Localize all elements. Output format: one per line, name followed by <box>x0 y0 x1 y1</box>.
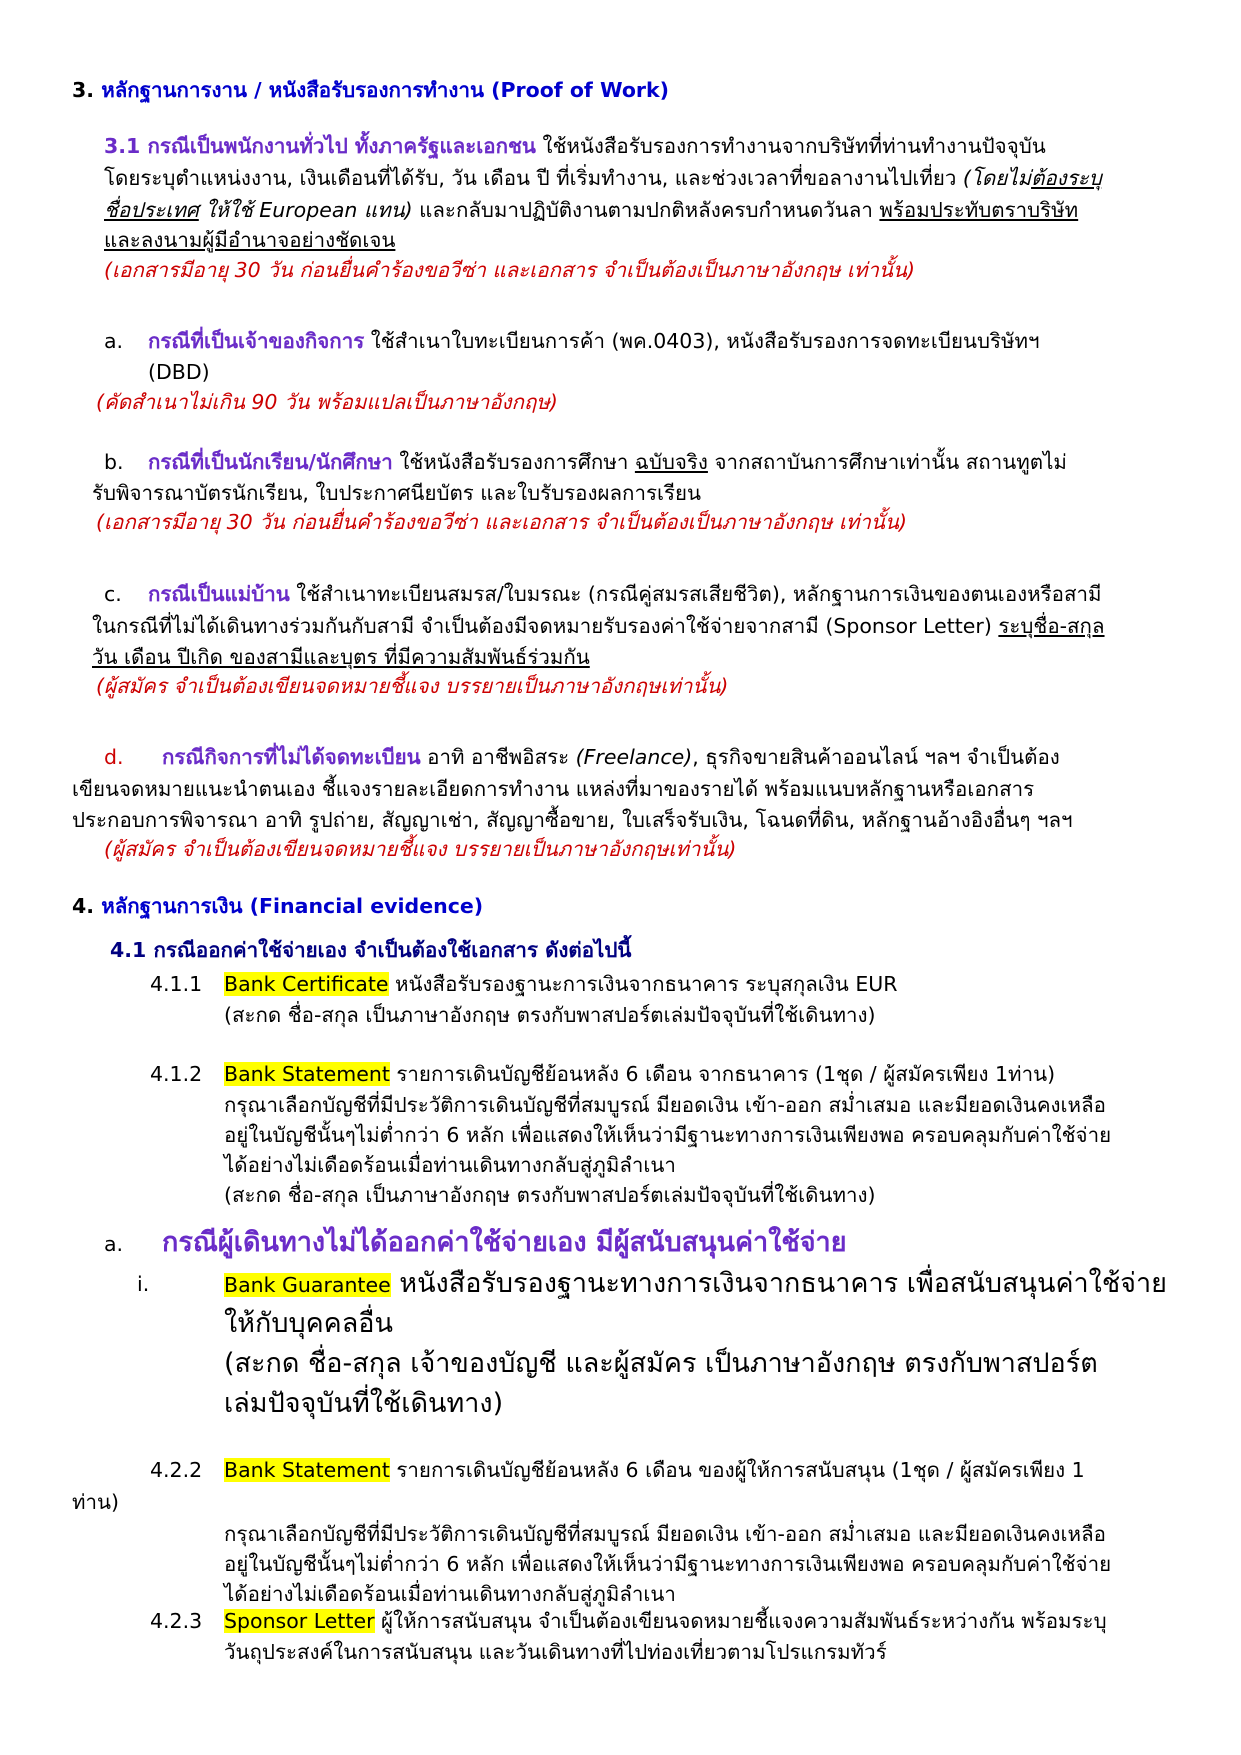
case-d-line-1: d. กรณีกิจการที่ไม่ได้จดทะเบียน อาทิ อาชีพอิสระ (Freelance), ธุรกิจขายสินค้าออนไลน์ ฯลฯ จำเป็นต้อง <box>104 745 1060 769</box>
case-3-1-line-2: โดยระบุตำแหน่งงาน, เงินเดือนที่ได้รับ, วัน เดือน ปี ที่เริ่มทำงาน, และช่วงเวลาที่ขอลางานไปเที่ยว (โดยไม่ต้องระบุ <box>104 166 1102 190</box>
item-i-line-3: (สะกด ชื่อ-สกุล เจ้าของบัญชี และผู้สมัคร เป็นภาษาอังกฤษ ตรงกับพาสปอร์ต <box>224 1348 1098 1379</box>
item-4-2-3-line-2: วันถุประสงค์ในการสนับสนุน และวันเดินทางที่ไปท่องเที่ยวตามโปรแกรมทัวร์ <box>224 1640 887 1664</box>
case-c-line-1: c. กรณีเป็นแม่บ้าน ใช้สำเนาทะเบียนสมรส/ใบมรณะ (กรณีคู่สมรสเสียชีวิต), หลักฐานการเงินของตนเองหรือสามี <box>104 582 1102 606</box>
case-d-line-2: เขียนจดหมายแนะนำตนเอง ชี้แจงรายละเอียดการทำงาน แหล่งที่มาของรายได้ พร้อมแนบหลักฐานหรือเอกสาร <box>72 777 1035 801</box>
sponsor-case-heading <box>104 1225 847 1262</box>
sponsor-case-letter: a. <box>104 1232 124 1256</box>
item-4-1-1-line-2: (สะกด ชื่อ-สกุล เป็นภาษาอังกฤษ ตรงกับพาสปอร์ตเล่มปัจจุบันที่ใช้เดินทาง) <box>224 1003 876 1027</box>
case-d-letter: d. <box>104 745 124 769</box>
case-d-line-3: ประกอบการพิจารณา อาทิ รูปถ่าย, สัญญาเช่า, สัญญาซื้อขาย, ใบเสร็จรับเงิน, โฉนดที่ดิน, หลักฐานอ้างอิงอื่นๆ ฯลฯ <box>72 808 1073 832</box>
case-b-note: (เอกสารมีอายุ 30 วัน ก่อนยื่นคำร้องขอวีซ่า และเอกสาร จำเป็นต้องเป็นภาษาอังกฤษ เท่านั้น) <box>96 510 907 534</box>
case-b-line-2: รับพิจารณาบัตรนักเรียน, ใบประกาศนียบัตร และใบรับรองผลการเรียน <box>92 481 702 505</box>
case-a-line-2: (DBD) <box>148 360 210 384</box>
item-i-line-1: Bank Guarantee หนังสือรับรองฐานะทางการเงินจากธนาคาร เพื่อสนับสนุนค่าใช้จ่าย <box>224 1268 1167 1299</box>
item-4-2-2-line-4: ได้อย่างไม่เดือดร้อนเมื่อท่านเดินทางกลับสู่ภูมิลำเนา <box>224 1582 676 1606</box>
case-a-note: (คัดสำเนาไม่เกิน 90 วัน พร้อมแปลเป็นภาษาอังกฤษ) <box>96 390 558 414</box>
section-3-heading <box>72 76 669 104</box>
item-i-line-2: ให้กับบุคคลอื่น <box>224 1308 393 1339</box>
item-i-line-4: เล่มปัจจุบันที่ใช้เดินทาง) <box>224 1388 504 1419</box>
item-4-2-2-line-1: Bank Statement รายการเดินบัญชีย้อนหลัง 6 เดือน ของผู้ให้การสนับสนุน (1ชุด / ผู้สมัครเพียง 1 <box>224 1458 1085 1482</box>
case-3-1-line-3: ชื่อประเทศ ให้ใช้ European แทน) และกลับมาปฏิบัติงานตามปกติหลังครบกำหนดวันลา พร้อมประทับตราบริษัท <box>104 198 1079 222</box>
item-4-2-2-line-1b: ท่าน) <box>72 1490 120 1514</box>
item-i-number: i. <box>137 1272 150 1296</box>
case-b-letter: b. <box>104 450 124 474</box>
case-c-note: (ผู้สมัคร จำเป็นต้องเขียนจดหมายชี้แจง บรรยายเป็นภาษาอังกฤษเท่านั้น) <box>96 674 729 698</box>
case-3-1-line-4: และลงนามผู้มีอำนาจอย่างชัดเจน <box>104 228 396 252</box>
case-c-letter: c. <box>104 582 122 606</box>
sponsor-letter-label: Sponsor Letter <box>224 1609 375 1633</box>
item-4-1-2-line-3: อยู่ในบัญชีนั้นๆไม่ต่ำกว่า 6 หลัก เพื่อแสดงให้เห็นว่ามีฐานะทางการเงินเพียงพอ ครอบคลุมกับค่าใช้จ่าย <box>224 1123 1112 1147</box>
bank-statement-label: Bank Statement <box>224 1062 390 1086</box>
section-4-title: หลักฐานการเงิน (Financial evidence) <box>101 894 484 918</box>
case-3-1-note: (เอกสารมีอายุ 30 วัน ก่อนยื่นคำร้องขอวีซ่า และเอกสาร จำเป็นต้องเป็นภาษาอังกฤษ เท่านั้น) <box>104 258 915 282</box>
section-3-number: 3. <box>72 78 95 102</box>
section-4-number: 4. <box>72 894 95 918</box>
case-a-letter: a. <box>104 329 124 353</box>
bank-guarantee-label: Bank Guarantee <box>224 1273 391 1297</box>
case-a-line-1: a. กรณีที่เป็นเจ้าของกิจการ ใช้สำเนาใบทะเบียนการค้า (พค.0403), หนังสือรับรองการจดทะเบียนบริษัทฯ <box>104 329 1040 353</box>
item-4-2-2-number: 4.2.2 <box>150 1458 203 1482</box>
case-c-line-2: ในกรณีที่ไม่ได้เดินทางร่วมกันกับสามี จำเป็นต้องมีจดหมายรับรองค่าใช้จ่ายจากสามี (Sponsor Letter) ระบุชื่อ-สกุล <box>92 614 1105 638</box>
item-4-1-2-line-5: (สะกด ชื่อ-สกุล เป็นภาษาอังกฤษ ตรงกับพาสปอร์ตเล่มปัจจุบันที่ใช้เดินทาง) <box>224 1183 876 1207</box>
item-4-2-3-number: 4.2.3 <box>150 1609 203 1633</box>
case-d-note: (ผู้สมัคร จำเป็นต้องเขียนจดหมายชี้แจง บรรยายเป็นภาษาอังกฤษเท่านั้น) <box>104 837 737 861</box>
section-4-heading <box>72 892 483 920</box>
case-c-heading: กรณีเป็นแม่บ้าน <box>148 582 290 606</box>
item-4-1-2-line-1: Bank Statement รายการเดินบัญชีย้อนหลัง 6 เดือน จากธนาคาร (1ชุด / ผู้สมัครเพียง 1ท่าน) <box>224 1062 1056 1086</box>
item-4-1-2-number: 4.1.2 <box>150 1062 203 1086</box>
item-4-1-1-number: 4.1.1 <box>150 972 203 996</box>
item-4-2-2-line-3: อยู่ในบัญชีนั้นๆไม่ต่ำกว่า 6 หลัก เพื่อแสดงให้เห็นว่ามีฐานะทางการเงินเพียงพอ ครอบคลุมกับค่าใช้จ่าย <box>224 1552 1112 1576</box>
case-3-1-line-1: 3.1 กรณีเป็นพนักงานทั่วไป ทั้งภาครัฐและเอกชน ใช้หนังสือรับรองการทำงานจากบริษัทที่ท่านทำงานปัจจุบัน <box>104 134 1046 158</box>
bank-certificate-label: Bank Certificate <box>224 972 389 996</box>
case-4-1-heading: 4.1 กรณีออกค่าใช้จ่ายเอง จำเป็นต้องใช้เอกสาร ดังต่อไปนี้ <box>110 938 632 962</box>
case-d-heading: กรณีกิจการที่ไม่ได้จดทะเบียน <box>162 745 421 769</box>
case-c-line-3: วัน เดือน ปีเกิด ของสามีและบุตร ที่มีความสัมพันธ์ร่วมกัน <box>92 645 590 669</box>
item-4-2-3-line-1: Sponsor Letter ผู้ให้การสนับสนุน จำเป็นต้องเขียนจดหมายชี้แจงความสัมพันธ์ระหว่างกัน พร้อมระบุ <box>224 1609 1107 1633</box>
case-b-heading: กรณีที่เป็นนักเรียน/นักศึกษา <box>148 450 393 474</box>
item-4-1-2-line-2: กรุณาเลือกบัญชีที่มีประวัติการเดินบัญชีที่สมบูรณ์ มียอดเงิน เข้า-ออก สม่ำเสมอ และมียอดเงินคงเหลือ <box>224 1093 1106 1117</box>
case-b-line-1: b. กรณีที่เป็นนักเรียน/นักศึกษา ใช้หนังสือรับรองการศึกษา ฉบับจริง จากสถาบันการศึกษาเท่านั้น สถานทูตไม่ <box>104 450 1067 474</box>
sponsor-case-title: กรณีผู้เดินทางไม่ได้ออกค่าใช้จ่ายเอง มีผู้สนับสนุนค่าใช้จ่าย <box>162 1227 847 1258</box>
item-4-1-1-line-1: Bank Certificate หนังสือรับรองฐานะการเงินจากธนาคาร ระบุสกุลเงิน EUR <box>224 972 898 996</box>
item-4-2-2-line-2: กรุณาเลือกบัญชีที่มีประวัติการเดินบัญชีที่สมบูรณ์ มียอดเงิน เข้า-ออก สม่ำเสมอ และมียอดเงินคงเหลือ <box>224 1522 1106 1546</box>
case-3-1-heading: 3.1 กรณีเป็นพนักงานทั่วไป ทั้งภาครัฐและเอกชน <box>104 134 536 158</box>
case-a-heading: กรณีที่เป็นเจ้าของกิจการ <box>148 329 365 353</box>
section-3-title: หลักฐานการงาน / หนังสือรับรองการทำงาน (Proof of Work) <box>101 78 670 102</box>
bank-statement-sponsor-label: Bank Statement <box>224 1458 390 1482</box>
item-4-1-2-line-4: ได้อย่างไม่เดือดร้อนเมื่อท่านเดินทางกลับสู่ภูมิลำเนา <box>224 1153 676 1177</box>
